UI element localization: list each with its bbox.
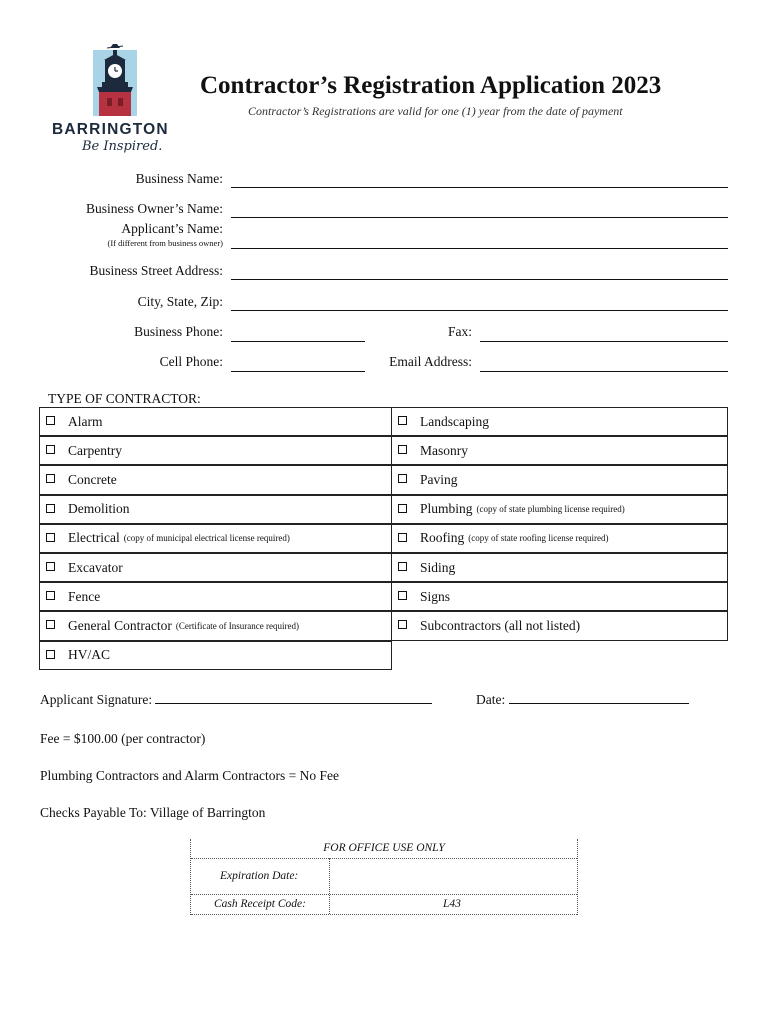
contractor-type-heading: TYPE OF CONTRACTOR: bbox=[48, 391, 201, 406]
contractor-type-hvac[interactable] bbox=[39, 641, 392, 670]
cell-phone-label: Cell Phone: bbox=[159, 354, 223, 369]
applicant-signature-field[interactable] bbox=[155, 692, 432, 704]
fax-label: Fax: bbox=[447, 324, 472, 339]
business-street-address-label: Business Street Address: bbox=[89, 263, 223, 278]
cash-receipt-code-label: Cash Receipt Code: bbox=[214, 898, 306, 910]
contractor-type-note: (Certificate of Insurance required) bbox=[175, 620, 300, 631]
checkbox-icon[interactable] bbox=[398, 533, 407, 542]
business-owner-name-field[interactable] bbox=[231, 217, 728, 218]
checkbox-icon[interactable] bbox=[46, 416, 55, 425]
divider bbox=[191, 858, 577, 859]
checkbox-icon[interactable] bbox=[398, 445, 407, 454]
applicant-name-label: Applicant’s Name: bbox=[121, 221, 223, 236]
divider bbox=[329, 858, 330, 914]
cell-phone-field[interactable] bbox=[231, 371, 365, 372]
divider bbox=[191, 894, 577, 895]
cash-receipt-code-value: L43 bbox=[443, 898, 461, 910]
checkbox-icon[interactable] bbox=[46, 562, 55, 571]
contractor-type-electrical[interactable] bbox=[39, 524, 392, 553]
logo-wordmark: BARRINGTON bbox=[52, 121, 169, 138]
checkbox-icon[interactable] bbox=[46, 533, 55, 542]
contractor-type-label: HV/AC bbox=[68, 647, 111, 663]
contractor-type-label: Electrical bbox=[68, 530, 120, 546]
email-address-label: Email Address: bbox=[389, 354, 472, 369]
contractor-type-label: Signs bbox=[420, 588, 451, 604]
contractor-type-label: Carpentry bbox=[68, 442, 122, 458]
checkbox-icon[interactable] bbox=[398, 416, 407, 425]
divider bbox=[191, 914, 577, 915]
contractor-type-carpentry[interactable] bbox=[39, 436, 392, 465]
expiration-date-label: Expiration Date: bbox=[220, 870, 299, 882]
clock-tower-icon bbox=[87, 42, 143, 118]
contractor-type-label: Landscaping bbox=[420, 413, 489, 429]
contractor-type-fence[interactable] bbox=[39, 582, 392, 611]
no-fee-text: Plumbing Contractors and Alarm Contractors = No Fee bbox=[40, 768, 339, 783]
contractor-type-note: (copy of state plumbing license required) bbox=[476, 504, 625, 515]
email-address-field[interactable] bbox=[480, 371, 728, 372]
checkbox-icon[interactable] bbox=[398, 620, 407, 629]
city-state-zip-label: City, State, Zip: bbox=[137, 294, 223, 309]
business-name-field[interactable] bbox=[231, 187, 728, 188]
contractor-type-siding[interactable] bbox=[391, 553, 728, 582]
checkbox-icon[interactable] bbox=[398, 474, 407, 483]
contractor-type-paving[interactable] bbox=[391, 465, 728, 494]
checkbox-icon[interactable] bbox=[46, 591, 55, 600]
page-subtitle: Contractor’s Registrations are valid for one (1) year from the date of payment bbox=[248, 104, 623, 118]
contractor-type-label: Paving bbox=[420, 471, 458, 487]
page-title: Contractor’s Registration Application 2023 bbox=[200, 72, 662, 99]
contractor-type-label: Subcontractors (all not listed) bbox=[420, 617, 581, 633]
contractor-type-signs[interactable] bbox=[391, 582, 728, 611]
business-name-label: Business Name: bbox=[135, 171, 223, 186]
contractor-type-plumbing[interactable] bbox=[391, 495, 728, 524]
contractor-type-demolition[interactable] bbox=[39, 495, 392, 524]
fee-text: Fee = $100.00 (per contractor) bbox=[40, 731, 206, 746]
contractor-type-note: (copy of municipal electrical license required) bbox=[123, 533, 290, 544]
applicant-signature-row bbox=[40, 692, 432, 708]
contractor-type-general-contractor[interactable] bbox=[39, 611, 392, 640]
checkbox-icon[interactable] bbox=[398, 504, 407, 513]
contractor-type-label: Siding bbox=[420, 559, 456, 575]
applicant-name-note: (If different from business owner) bbox=[107, 238, 223, 248]
applicant-name-field[interactable] bbox=[231, 248, 728, 249]
checkbox-icon[interactable] bbox=[46, 474, 55, 483]
business-owner-name-label: Business Owner’s Name: bbox=[86, 201, 223, 216]
office-use-heading: FOR OFFICE USE ONLY bbox=[323, 842, 445, 854]
date-row bbox=[476, 692, 689, 708]
contractor-type-excavator[interactable] bbox=[39, 553, 392, 582]
business-street-address-field[interactable] bbox=[231, 279, 728, 280]
business-phone-field[interactable] bbox=[231, 341, 365, 342]
contractor-type-masonry[interactable] bbox=[391, 436, 728, 465]
contractor-type-label: Alarm bbox=[68, 413, 103, 429]
contractor-type-label: Roofing bbox=[420, 530, 465, 546]
city-state-zip-field[interactable] bbox=[231, 310, 728, 311]
contractor-type-table bbox=[39, 407, 728, 670]
contractor-type-label: Fence bbox=[68, 588, 101, 604]
contractor-type-label: Concrete bbox=[68, 471, 117, 487]
logo-tagline: Be Inspired. bbox=[82, 139, 163, 154]
checkbox-icon[interactable] bbox=[46, 445, 55, 454]
checkbox-icon[interactable] bbox=[46, 504, 55, 513]
checks-payable-text: Checks Payable To: Village of Barrington bbox=[40, 805, 266, 820]
date-field[interactable] bbox=[509, 692, 689, 704]
business-phone-label: Business Phone: bbox=[134, 324, 223, 339]
contractor-type-concrete[interactable] bbox=[39, 465, 392, 494]
checkbox-icon[interactable] bbox=[46, 620, 55, 629]
checkbox-icon[interactable] bbox=[46, 650, 55, 659]
contractor-type-label: Masonry bbox=[420, 442, 468, 458]
contractor-type-label: Demolition bbox=[68, 501, 130, 517]
contractor-type-roofing[interactable] bbox=[391, 524, 728, 553]
contractor-type-label: General Contractor bbox=[68, 617, 172, 633]
fax-field[interactable] bbox=[480, 341, 728, 342]
contractor-type-label: Plumbing bbox=[420, 501, 473, 517]
checkbox-icon[interactable] bbox=[398, 591, 407, 600]
contractor-type-landscaping[interactable] bbox=[391, 407, 728, 436]
applicant-signature-label: Applicant Signature: bbox=[40, 692, 153, 707]
contractor-type-label: Excavator bbox=[68, 559, 123, 575]
contractor-type-note: (copy of state roofing license required) bbox=[468, 533, 609, 544]
contractor-type-alarm[interactable] bbox=[39, 407, 392, 436]
date-label: Date: bbox=[476, 692, 506, 707]
checkbox-icon[interactable] bbox=[398, 562, 407, 571]
barrington-logo bbox=[50, 42, 180, 160]
office-use-box bbox=[190, 839, 578, 915]
contractor-type-subcontractors[interactable] bbox=[391, 611, 728, 640]
